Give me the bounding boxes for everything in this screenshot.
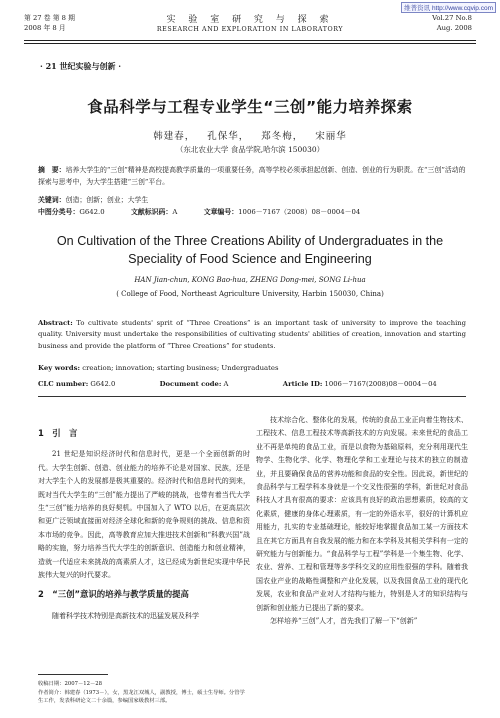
body-left-column [38,421,250,623]
article-id-cn-label: 文章编号： [203,208,239,216]
footnote [38,680,250,706]
section-1-heading: 1 引 言 [38,428,78,438]
authors-en: HAN Jian-chun, KONG Bao-hua, ZHENG Dong-mei, SONG Li-hua [134,276,366,284]
keywords-en-text: creation; innovation; starting business; Undergraduates [82,364,279,372]
abstract-cn [38,165,466,188]
classification-en [38,378,466,388]
journal-name-cn: 实 验 室 研 究 与 探 索 [166,15,334,25]
date-en: Aug. 2008 [436,23,472,32]
clc-en-value: G642.0 [90,380,116,388]
header-rule-thin [24,43,476,44]
body-right-column [256,414,468,629]
column-tag: · 21 世纪实验与创新 · [40,61,122,71]
abstract-en-text: To cultivate students' sprit of “Three Creations” is an important task of university to improve the teaching quality. University must undertake the responsibilities of cultivating students' abilities of creation, innovation and starting business and provide the platform of “Three Creations” for students. [38,319,466,350]
abstract-cn-label: 摘 要： [38,166,66,174]
footnote-rule [38,674,108,675]
affiliation-en: ( College of Food, Northeast Agriculture University, Harbin 150030, China) [116,290,384,298]
clc-cn-label: 中图分类号： [38,208,80,216]
volume-issue-en: Vol.27 No.8 [432,14,472,22]
keywords-cn-text: 创造；创新；创业；大学生 [65,196,149,204]
keywords-cn-label: 关键词： [38,196,66,204]
footnote-author: 作者简介：韩建春（1973－），女，黑龙江双城人，副教授，博士，硕士生导师。分管学生工作，发表科研论文二十余篇，参编国家级教材三部。 [38,689,245,704]
watermark[interactable]: 维普资讯 http://www.cqvip.com [401,2,496,13]
title-cn: 食品科学与工程专业学生“三创”能力培养探索 [87,98,413,116]
footnote-received: 收稿日期：2007－12－28 [38,681,103,687]
affiliation-cn: （东北农业大学 食品学院,哈尔滨 150030） [175,145,325,154]
doc-code-cn-label: 文献标识码： [130,208,173,216]
clc-cn-value: G642.0 [79,208,105,216]
classification-cn [38,207,466,219]
abstract-divider [38,396,466,397]
doc-code-cn-value: A [172,208,178,216]
journal-name-en: RESEARCH AND EXPLORATION IN LABORATORY [156,26,344,33]
abstract-cn-text: 培养大学生的“三创”精神是高校提高教学质量的一项重要任务，高等学校必须承担起创新、创造、创业的行为职责。在“三创”活动的探索与思考中，为大学生搭建“三创”平台。 [38,166,466,186]
clc-en-label: CLC number: [38,380,89,388]
date-cn: 2008 年 8 月 [24,23,66,32]
header-rule-thick [24,40,476,41]
keywords-cn [38,195,466,207]
section-2-paragraph: 随着科学技术特别是高新技术的迅猛发展及科学 [52,611,199,620]
article-id-en-label: Article ID: [282,380,323,388]
abstract-en-label: Abstract: [38,319,73,327]
doc-code-en-value: A [223,380,229,388]
keywords-en [38,363,466,375]
doc-code-en-label: Document code: [159,380,222,388]
section-1-paragraph: 21 世纪是知识经济时代和信息时代，更是一个全面创新的时代。大学生创新、创造、创业能力的培养不论是对国家、民族，还是对大学生个人的发展都是极其重要的。经济时代和信息时代的到来，既对当代大学生的“三创”能力提出了严峻的挑战，也带有着当代大学生“三创”能力培养的良好契机。中国加入了 WTO 以后，在更高层次和更广泛领域直接面对经济全球化和新的竞争规则的挑战、信息和资本市场的竞争。因此，高等教育应加大推进技术创新和“科教兴国”战略的实施，努力培养当代大学生的创新意识、创造能力和创业精神，造就一代适应未来挑战的高素质人才，这已经成为新世纪实现中华民族伟大复兴的时代要求。 [38,450,250,580]
title-en: On Cultivation of the Three Creations Ability of Undergraduates in the Speciality of Food Science and Engineering [56,234,444,266]
abstract-en [38,318,466,352]
article-id-en-value: 1006－7167(2008)08－0004－04 [324,380,437,388]
keywords-en-label: Key words: [38,364,81,372]
journal-header-right [432,14,472,33]
right-column-paragraph-2: 怎样培养“三创”人才，首先我们了解一下“创新” [270,617,418,626]
volume-issue-cn: 第 27 卷 第 8 期 [24,14,75,22]
section-2-heading: 2 “三创”意识的培养与教学质量的提高 [38,589,189,600]
journal-header-center [0,12,500,33]
authors-cn: 韩建春， 孔保华， 郑冬梅， 宋丽华 [153,131,347,142]
article-id-cn-value: 1006－7167（2008）08－0004－04 [238,208,361,216]
right-column-paragraph-1: 技术综合化、整体化的发展，传统的食品工业正向着生物技术、工程技术、信息工程技术等高新技术的方向发展。未来世纪的食品工业不再是单纯的食品工业，而是以食物为基础原料，充分利用现代生物学、生物化学、化学、物理化学和工业理论与技术的独立的制造业，并且要确保食品的营养功能和食品的安全性。因此说，新世纪的食品科学与工程学科本身就是一个交叉性很强的学科，新世纪对食品科技人才具有很高的要求：应该具有良好的政治思想素质，较高的文化素质，健康的身体心理素质，有一定的外语水平，很好的计算机应用能力，扎实的专业基础理论，能较好地掌握食品加工某一方面技术且在其它方面具有自我发展的能力和在本学科及其相关学科有一定的研究能力与创新能力。“食品科学与工程”学科是一个集生物、化学、农业、营养、工程和管理等多学科交叉的应用性很强的学科。随着我国农业产业的战略性调整和产业化发展，以及我国食品工业的现代化发展，农业和食品产业对人才结构与能力，特别是人才的知识结构与创新和创业能力已提出了新的要求。 [256,416,468,612]
